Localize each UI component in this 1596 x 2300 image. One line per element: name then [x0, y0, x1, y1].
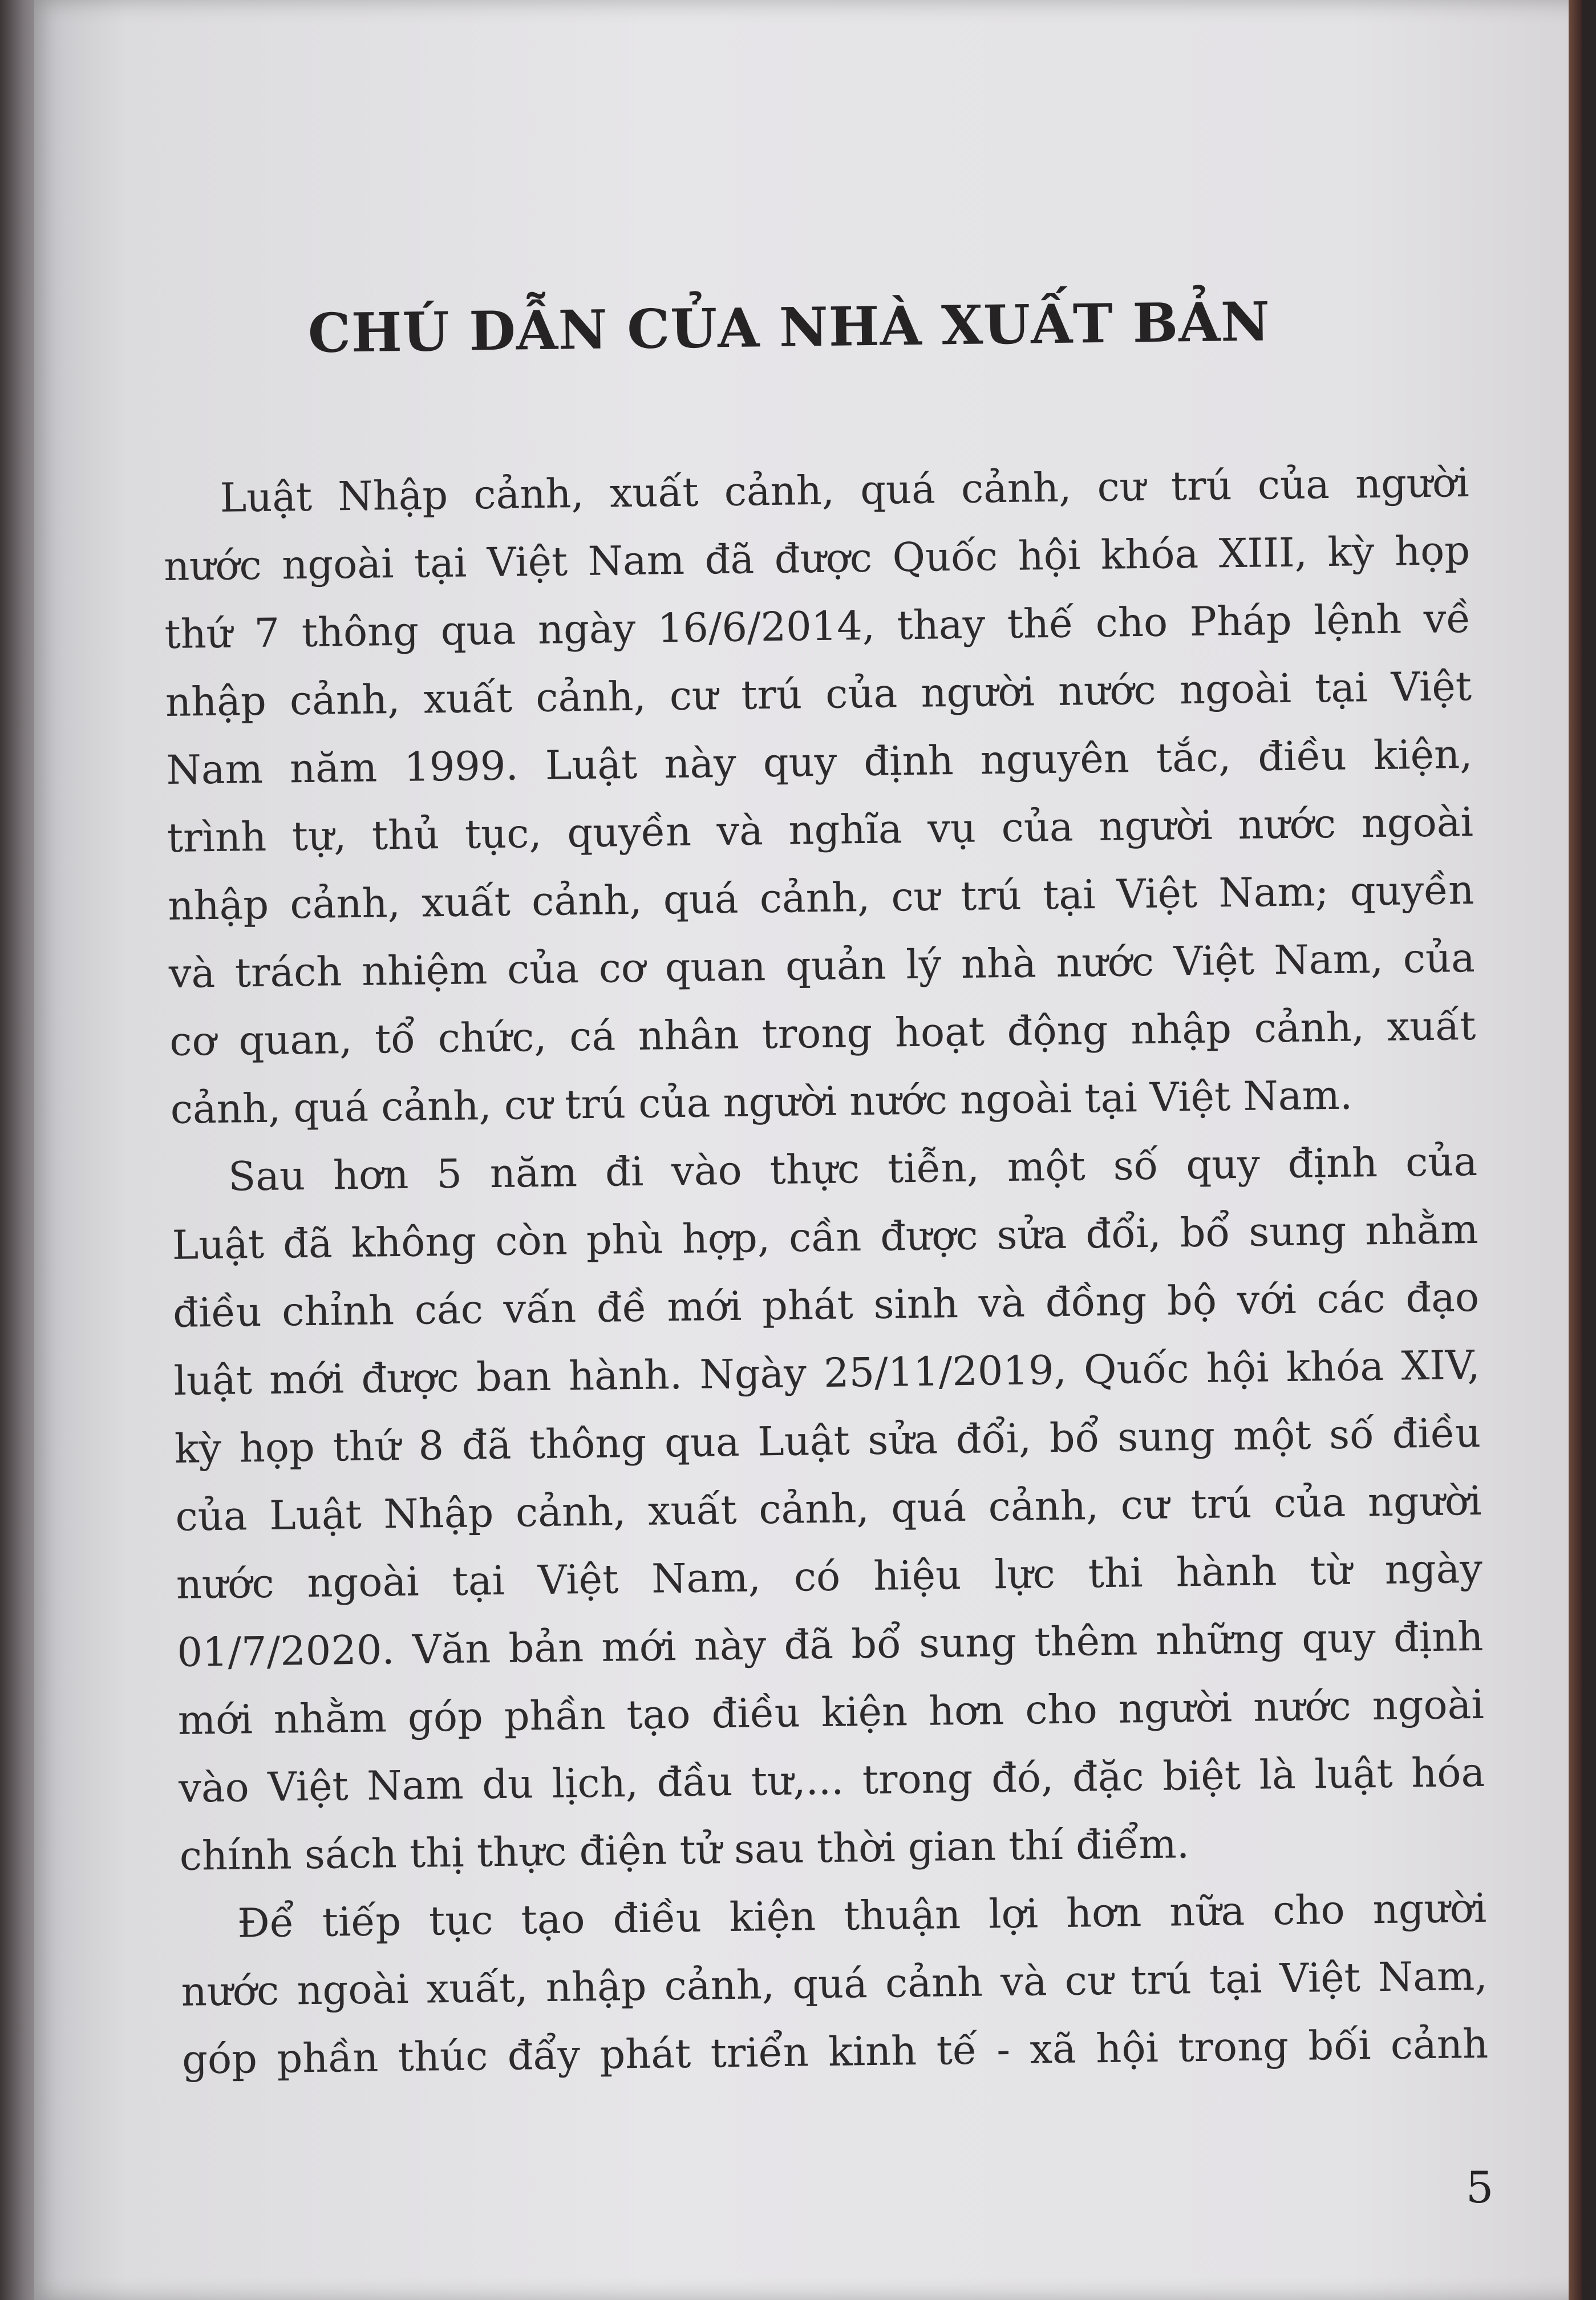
text-line: điều chỉnh các vấn đề mới phát sinh và đồng bộ với các đạo — [172, 1273, 1480, 1337]
text-line: kỳ họp thứ 8 đã thông qua Luật sửa đổi, bổ sung một số điều — [174, 1409, 1481, 1472]
text-line: vào Việt Nam du lịch, đầu tư,... trong đó, đặc biệt là luật hóa — [178, 1748, 1485, 1812]
text-line: chính sách thị thực điện tử sau thời gian thí điểm. — [179, 1820, 1190, 1880]
text-line: và trách nhiệm của cơ quan quản lý nhà nước Việt Nam, của — [168, 934, 1476, 997]
text-line: cảnh, quá cảnh, cư trú của người nước ngoài tại Việt Nam. — [170, 1071, 1353, 1133]
text-line: Luật đã không còn phù hợp, cần được sửa đổi, bổ sung nhằm — [172, 1205, 1479, 1269]
text-line: Sau hơn 5 năm đi vào thực tiễn, một số quy định của — [228, 1137, 1478, 1200]
book-cover-edge — [1569, 0, 1582, 2300]
text-line: nước ngoài tại Việt Nam, có hiệu lực thi hành từ ngày — [176, 1545, 1483, 1608]
text-line: nước ngoài tại Việt Nam đã được Quốc hội khóa XIII, kỳ họp — [163, 527, 1471, 590]
page-heading: CHÚ DẪN CỦA NHÀ XUẤT BẢN — [307, 290, 1271, 365]
text-line: luật mới được ban hành. Ngày 25/11/2019, Quốc hội khóa XIV, — [173, 1341, 1480, 1404]
text-line: mới nhằm góp phần tạo điều kiện hơn cho người nước ngoài — [177, 1681, 1485, 1744]
text-line: trình tự, thủ tục, quyền và nghĩa vụ của người nước ngoài — [167, 798, 1474, 861]
text-line: 01/7/2020. Văn bản mới này đã bổ sung thêm những quy định — [176, 1613, 1484, 1676]
text-line: cơ quan, tổ chức, cá nhân trong hoạt động nhập cảnh, xuất — [169, 1002, 1476, 1065]
text-line: Để tiếp tục tạo điều kiện thuận lợi hơn nữa cho người — [237, 1884, 1487, 1947]
page-number: 5 — [1466, 2162, 1494, 2213]
book-page — [34, 0, 1582, 2300]
text-line: Nam năm 1999. Luật này quy định nguyên tắc, điều kiện, — [166, 730, 1473, 793]
text-line: nhập cảnh, xuất cảnh, quá cảnh, cư trú tại Việt Nam; quyền — [167, 866, 1475, 929]
text-line: nhập cảnh, xuất cảnh, cư trú của người nước ngoài tại Việt — [165, 662, 1472, 726]
body-text — [163, 449, 1489, 2094]
text-line: Luật Nhập cảnh, xuất cảnh, quá cảnh, cư trú của người — [220, 459, 1470, 521]
text-line: góp phần thúc đẩy phát triển kinh tế - xã hội trong bối cảnh — [181, 2020, 1489, 2083]
text-line: nước ngoài xuất, nhập cảnh, quá cảnh và cư trú tại Việt Nam, — [181, 1952, 1488, 2015]
text-line: của Luật Nhập cảnh, xuất cảnh, quá cảnh, cư trú của người — [175, 1477, 1482, 1540]
text-line: thứ 7 thông qua ngày 16/6/2014, thay thế cho Pháp lệnh về — [164, 595, 1471, 658]
